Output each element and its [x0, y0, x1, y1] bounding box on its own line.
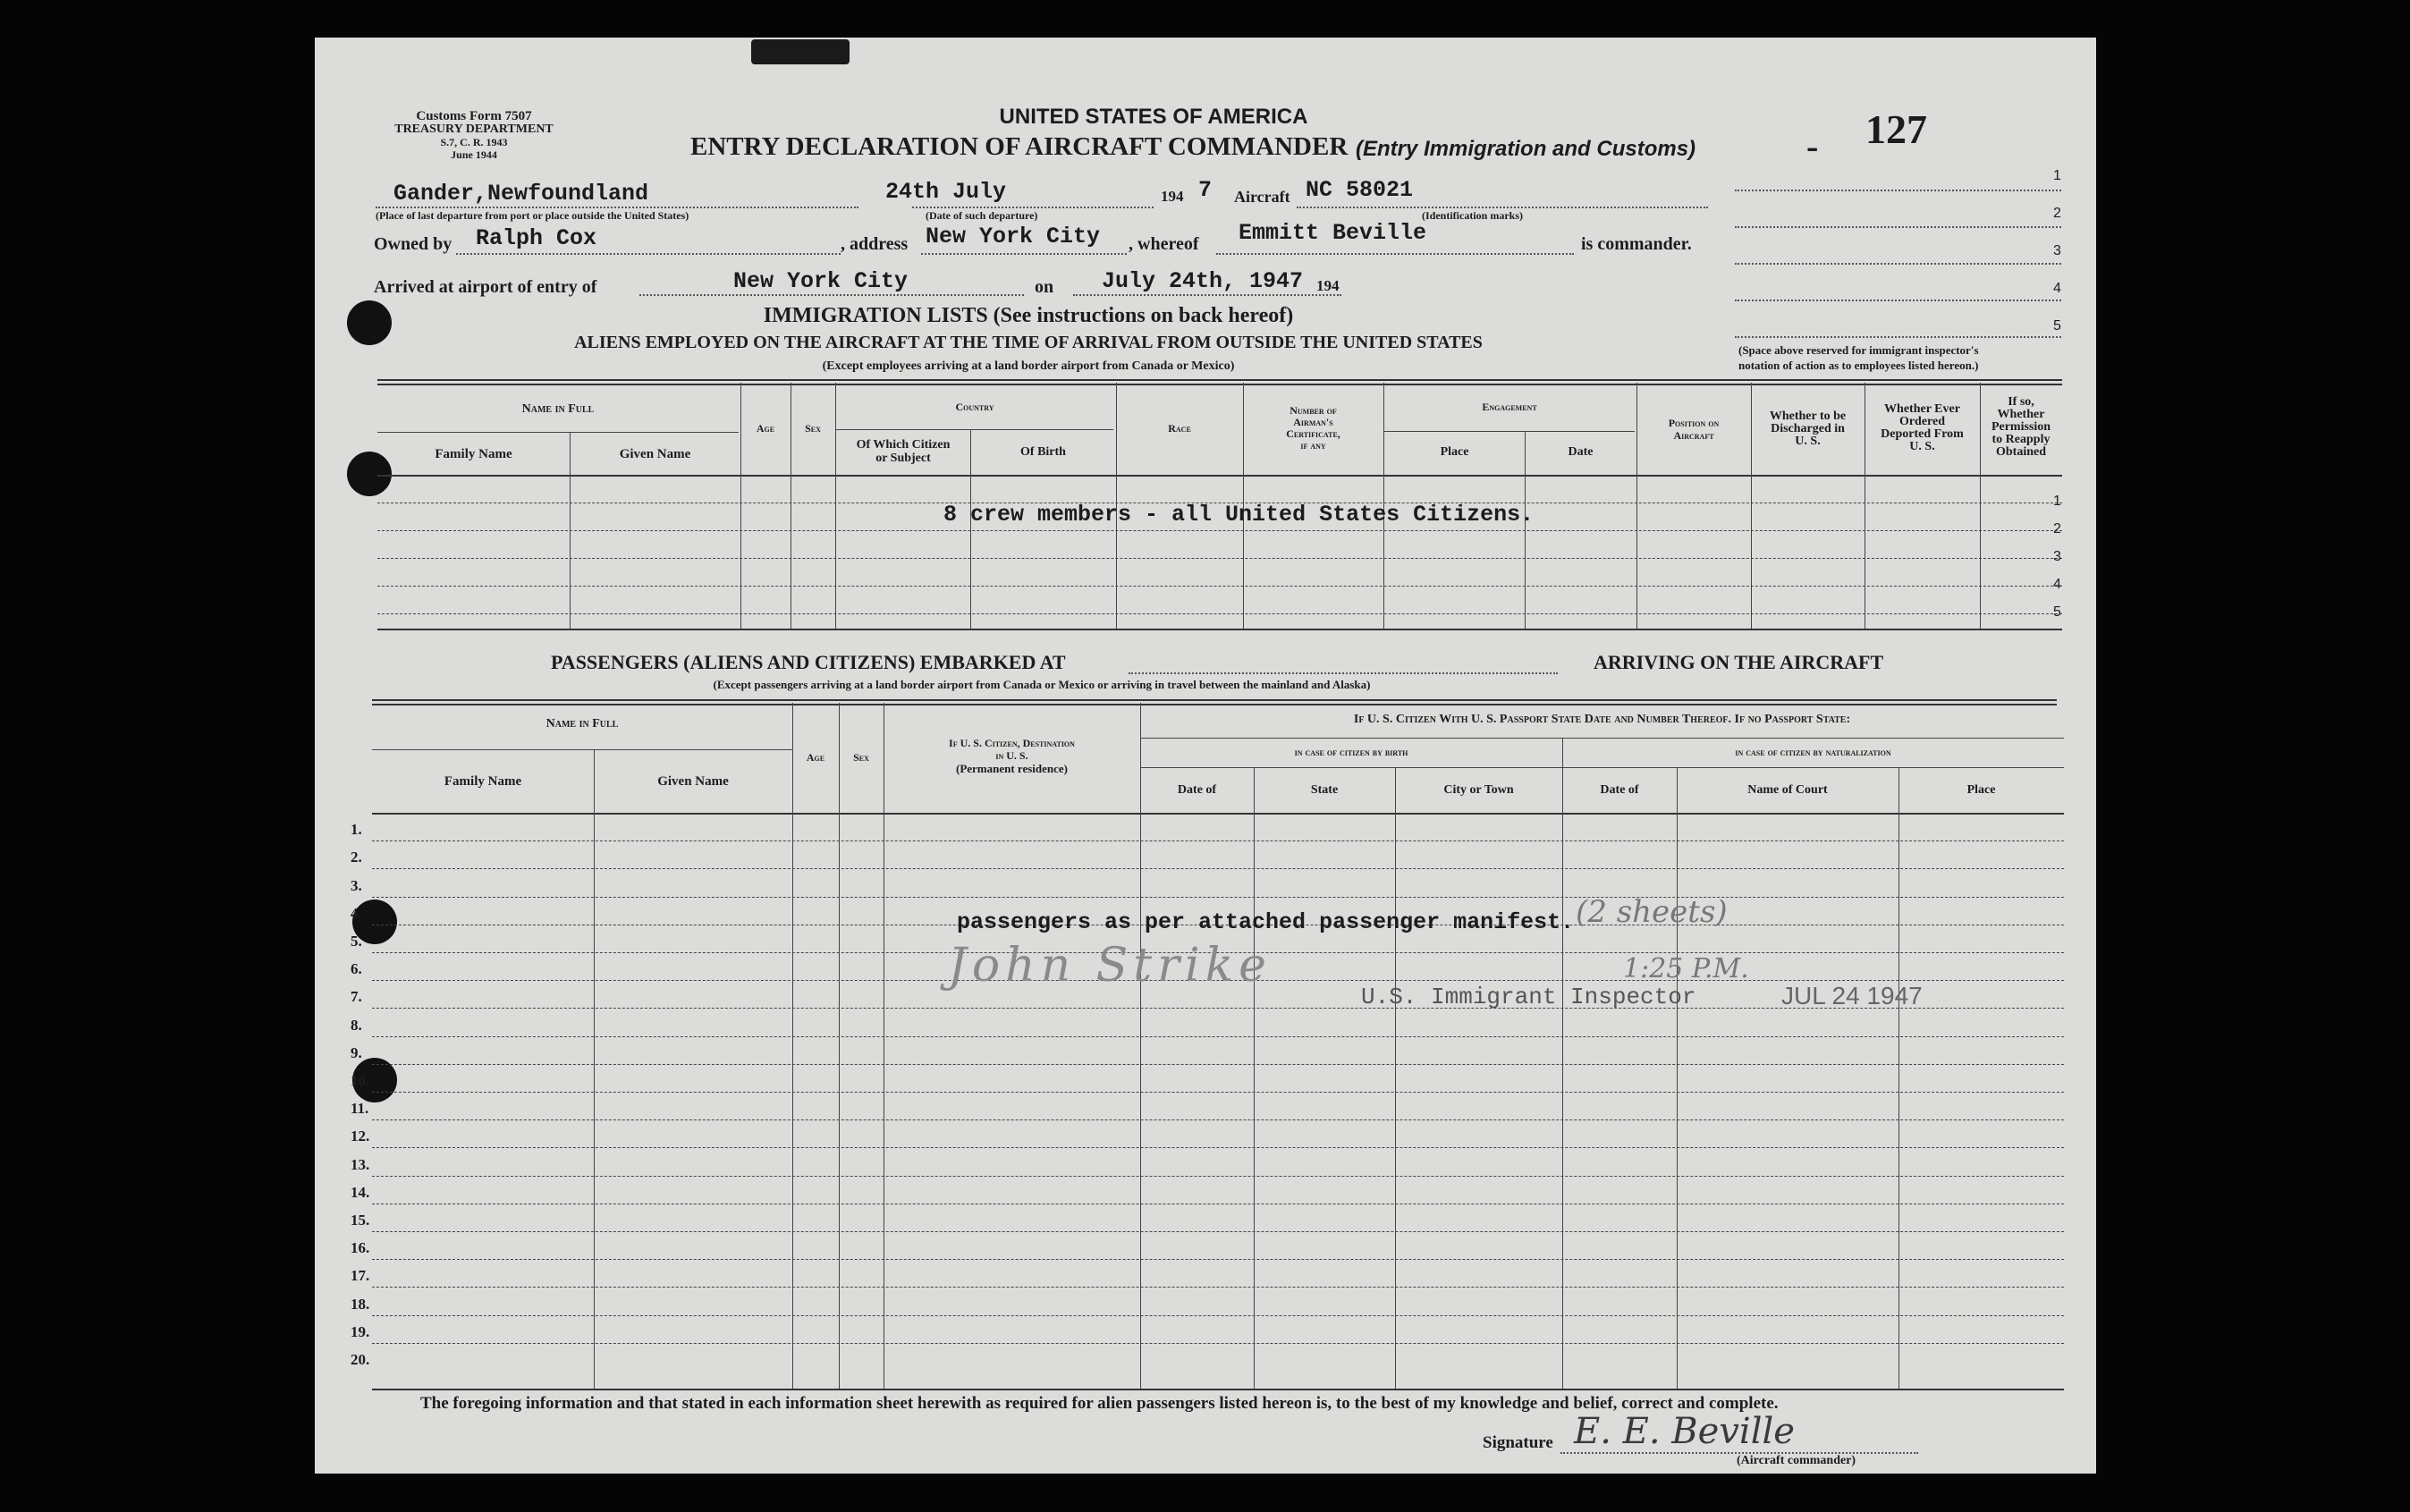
- aircraft-line: [1297, 207, 1708, 208]
- passenger-row-number: 1.: [351, 821, 362, 838]
- passenger-header-rule: [372, 749, 792, 750]
- passenger-header-rule: [1140, 767, 2064, 768]
- passenger-row-line: [372, 1231, 2064, 1232]
- form-date: June 1944: [451, 148, 497, 161]
- notation-number: 3: [2053, 243, 2061, 258]
- passenger-row-line: [372, 897, 2064, 898]
- passenger-row-number: 9.: [351, 1044, 362, 1061]
- passenger-header-destination: in U. S.: [995, 749, 1028, 762]
- crew-header-reapply: Whether: [1997, 408, 2045, 421]
- passenger-header-destination: If U. S. Citizen, Destination: [949, 737, 1075, 749]
- notation-line: [1735, 263, 2061, 265]
- arrival-date: July 24th, 1947: [1102, 268, 1304, 294]
- crew-row-number: 5: [2053, 604, 2061, 620]
- passenger-col-line: [1140, 703, 1141, 1389]
- signature-caption: (Aircraft commander): [1737, 1454, 1856, 1467]
- passenger-col-line: [1254, 767, 1255, 1389]
- notation-line: [1735, 226, 2061, 228]
- passenger-header-given: Given Name: [657, 774, 729, 789]
- owner-name: Ralph Cox: [476, 225, 597, 251]
- passenger-row-line: [372, 1176, 2064, 1177]
- crew-header-age: Age: [756, 422, 775, 435]
- passenger-row-number: 19.: [351, 1323, 370, 1340]
- owner-address: New York City: [926, 224, 1101, 249]
- crew-entry: 8 crew members - all United States Citizens.: [943, 502, 1535, 528]
- country-title: UNITED STATES OF AMERICA: [999, 105, 1308, 129]
- reserved-note-1: (Space above reserved for immigrant inspector's: [1738, 343, 1979, 357]
- passenger-row-line: [372, 1092, 2064, 1093]
- notation-number: 1: [2053, 168, 2061, 183]
- crew-header-airman: Number of: [1290, 404, 1337, 417]
- crew-row-line: [377, 530, 2062, 531]
- passenger-col-line: [1677, 767, 1678, 1389]
- aircraft-id: NC 58021: [1306, 177, 1414, 203]
- crew-row-line: [377, 613, 2062, 614]
- commander-suffix: is commander.: [1581, 234, 1692, 254]
- punch-hole: [347, 300, 392, 345]
- crew-col-line: [835, 383, 836, 629]
- crew-row-number: 2: [2053, 521, 2061, 536]
- crew-header-birth: Of Birth: [1020, 445, 1066, 459]
- crew-row-line: [377, 558, 2062, 559]
- immigration-heading: IMMIGRATION LISTS (See instructions on back hereof): [763, 304, 1294, 327]
- crew-header-airman: Certificate,: [1286, 427, 1340, 440]
- form-number: 127: [1865, 106, 1927, 152]
- passenger-entry: passengers as per attached passenger manifest.: [957, 909, 1575, 935]
- passenger-row-number: 4.: [351, 905, 362, 922]
- passenger-header-bottom: [372, 813, 2064, 815]
- passenger-row-line: [372, 1119, 2064, 1120]
- owner-line: [456, 253, 841, 255]
- commander-signature: E. E. Beville: [1574, 1411, 1795, 1452]
- passenger-row-number: 5.: [351, 933, 362, 950]
- address-line: [921, 253, 1127, 255]
- passenger-col-line: [1562, 738, 1563, 1389]
- passenger-row-number: 14.: [351, 1184, 370, 1201]
- crew-header-discharged: U. S.: [1795, 435, 1821, 448]
- passenger-header-birth: in case of citizen by birth: [1294, 746, 1408, 758]
- passenger-entry-sheets: (2 sheets): [1576, 894, 1728, 930]
- crew-header-name: Name in Full: [521, 402, 595, 416]
- crew-row-number: 3: [2053, 549, 2061, 564]
- crew-table-bottom: [377, 629, 2062, 630]
- passenger-header-passport: If U. S. Citizen With U. S. Passport State Date and Number Thereof. If no Passport State:: [1353, 713, 1851, 726]
- passenger-row-number: 13.: [351, 1156, 370, 1173]
- arrival-year-suffix: 194: [1316, 277, 1340, 294]
- crew-header-citizen: Of Which Citizen: [856, 438, 951, 452]
- crew-row-number: 1: [2053, 494, 2061, 509]
- passengers-heading-right: ARRIVING ON THE AIRCRAFT: [1594, 651, 1884, 673]
- crew-table-header-bottom: [377, 475, 2062, 477]
- arrival-airport-line: [639, 294, 1024, 296]
- crew-header-sex: Sex: [805, 422, 821, 435]
- departure-line: [376, 207, 858, 208]
- passenger-row-line: [372, 1259, 2064, 1260]
- passenger-row-line: [372, 1315, 2064, 1316]
- passenger-header-family: Family Name: [444, 774, 522, 789]
- crew-table-header-rule: [836, 429, 1113, 430]
- passenger-col-line: [1395, 767, 1396, 1389]
- whereof-label: , whereof: [1129, 234, 1199, 254]
- passenger-header-date-of-2: Date of: [1600, 783, 1639, 797]
- form-number-prefix: -: [1806, 126, 1819, 166]
- crew-header-date: Date: [1568, 445, 1594, 459]
- crew-header-reapply: Obtained: [1995, 445, 2046, 459]
- reserved-note-2: notation of action as to employees listed hereon.): [1738, 359, 1979, 372]
- passenger-row-number: 3.: [351, 877, 362, 894]
- passengers-heading-left: PASSENGERS (ALIENS AND CITIZENS) EMBARKED AT: [551, 651, 1066, 673]
- commander-name: Emmitt Beville: [1239, 220, 1427, 246]
- passenger-row-number: 12.: [351, 1128, 370, 1145]
- passenger-row-line: [372, 1287, 2064, 1288]
- inspector-signature: John Strike: [948, 939, 1272, 993]
- crew-row-number: 4: [2053, 577, 2061, 592]
- passenger-table-bottom: [372, 1389, 2064, 1390]
- passenger-row-number: 2.: [351, 849, 362, 866]
- on-label: on: [1035, 277, 1054, 297]
- inspector-time: 1:25 P.M.: [1623, 953, 1749, 984]
- crew-header-deported: Ordered: [1898, 415, 1946, 428]
- department: TREASURY DEPARTMENT: [394, 122, 554, 136]
- address-label: , address: [841, 234, 909, 254]
- departure-caption: (Place of last departure from port or place outside the United States): [376, 209, 689, 222]
- notation-line: [1735, 300, 2061, 301]
- crew-header-family: Family Name: [435, 447, 512, 461]
- tape-strip: [751, 39, 850, 64]
- passenger-header-rule: [1140, 738, 2064, 739]
- crew-header-reapply: Permission: [1991, 420, 2051, 434]
- crew-header-engagement: Engagement: [1482, 401, 1537, 413]
- departure-date: 24th July: [885, 179, 1007, 205]
- crew-header-deported: Whether Ever: [1884, 402, 1960, 416]
- passenger-header-place: Place: [1966, 783, 1996, 797]
- passenger-row-number: 18.: [351, 1296, 370, 1313]
- passenger-row-number: 17.: [351, 1267, 370, 1284]
- passenger-header-name: Name in Full: [545, 717, 619, 731]
- passenger-row-line: [372, 868, 2064, 869]
- immigration-subheading: ALIENS EMPLOYED ON THE AIRCRAFT AT THE TIME OF ARRIVAL FROM OUTSIDE THE UNITED STATES: [574, 333, 1483, 352]
- notation-line: [1735, 336, 2061, 338]
- year-digit: 7: [1198, 177, 1213, 203]
- year-prefix: 194: [1161, 188, 1184, 205]
- crew-table-header-rule: [377, 432, 739, 433]
- crew-header-country: Country: [955, 401, 994, 413]
- passenger-header-court: Name of Court: [1747, 783, 1828, 797]
- passenger-col-line: [1898, 767, 1899, 1389]
- notation-line: [1735, 190, 2061, 191]
- crew-header-position: Position on: [1668, 417, 1720, 429]
- passenger-col-line: [792, 703, 793, 1389]
- date-caption: (Date of such departure): [926, 209, 1038, 222]
- passenger-row-number: 11.: [351, 1100, 369, 1117]
- passenger-row-line: [372, 1147, 2064, 1148]
- passenger-header-state: State: [1310, 783, 1339, 797]
- crew-header-place: Place: [1440, 445, 1469, 459]
- crew-header-race: Race: [1168, 422, 1191, 435]
- arrival-date-line: [1073, 294, 1341, 296]
- form-id: Customs Form 7507: [416, 109, 532, 123]
- passenger-header-city: City or Town: [1443, 783, 1514, 797]
- crew-row-line: [377, 586, 2062, 587]
- crew-header-reapply: to Reapply: [1991, 433, 2051, 446]
- passengers-note: (Except passengers arriving at a land border airport from Canada or Mexico or arriving in travel between the mainland and Alaska): [713, 678, 1371, 691]
- notation-number: 2: [2053, 206, 2061, 221]
- passenger-row-line: [372, 1064, 2064, 1065]
- arrival-airport: New York City: [733, 268, 909, 294]
- passenger-row-number: 7.: [351, 988, 362, 1005]
- crew-header-citizen-2: or Subject: [875, 452, 931, 465]
- passenger-header-date-of: Date of: [1177, 783, 1217, 797]
- passenger-header-age: Age: [806, 751, 825, 764]
- crew-col-line: [740, 383, 741, 629]
- crew-header-deported: Deported From: [1881, 427, 1964, 441]
- crew-header-position: Aircraft: [1673, 429, 1714, 442]
- passenger-col-line: [594, 749, 595, 1389]
- immigration-note: (Except employees arriving at a land border airport from Canada or Mexico): [822, 359, 1235, 373]
- crew-header-deported: U. S.: [1909, 440, 1935, 453]
- inspector-stamp-date: JUL 24 1947: [1781, 982, 1923, 1009]
- crew-header-airman: Airman's: [1293, 416, 1333, 428]
- passenger-header-naturalization: in case of citizen by naturalization: [1735, 746, 1891, 758]
- passenger-row-number: 20.: [351, 1351, 370, 1368]
- departure-place: Gander,Newfoundland: [393, 181, 649, 207]
- arrival-label: Arrived at airport of entry of: [374, 277, 597, 297]
- passenger-header-destination: (Permanent residence): [955, 762, 1069, 775]
- passenger-header-sex: Sex: [853, 751, 869, 764]
- passenger-row-number: 16.: [351, 1239, 370, 1256]
- passenger-row-line: [372, 1036, 2064, 1037]
- passenger-table-top: [372, 699, 2057, 705]
- passenger-row-number: 15.: [351, 1212, 370, 1229]
- commander-line: [1216, 253, 1574, 255]
- crew-table-header-rule: [1384, 431, 1635, 432]
- passenger-col-line: [839, 703, 840, 1389]
- signature-label: Signature: [1483, 1433, 1553, 1452]
- regulation: S.7, C. R. 1943: [440, 136, 508, 148]
- aircraft-label: Aircraft: [1234, 188, 1290, 206]
- passenger-row-number: 10.: [351, 1072, 370, 1089]
- notation-number: 4: [2053, 281, 2061, 296]
- notation-number: 5: [2053, 318, 2061, 334]
- passenger-row-line: [372, 1343, 2064, 1344]
- crew-header-given: Given Name: [619, 447, 691, 461]
- aircraft-caption: (Identification marks): [1422, 209, 1523, 222]
- passenger-row-line: [372, 840, 2064, 841]
- date-line: [912, 207, 1154, 208]
- page-subtitle: (Entry Immigration and Customs): [1356, 137, 1696, 161]
- crew-header-airman: if any: [1300, 439, 1326, 452]
- inspector-title: U.S. Immigrant Inspector: [1361, 984, 1696, 1010]
- declaration-text: The foregoing information and that stated in each information sheet herewith as required for alien passengers listed hereon is, to the best of my knowledge and belief, correct and complete.: [420, 1394, 1779, 1413]
- crew-header-discharged: Discharged in: [1771, 422, 1845, 435]
- crew-table-top: [377, 379, 2062, 385]
- owned-label: Owned by: [374, 234, 452, 254]
- crew-header-discharged: Whether to be: [1769, 410, 1847, 423]
- passenger-row-number: 6.: [351, 960, 362, 977]
- embarked-line: [1129, 672, 1558, 674]
- passenger-row-number: 8.: [351, 1017, 362, 1034]
- page-title: ENTRY DECLARATION OF AIRCRAFT COMMANDER: [690, 132, 1349, 161]
- crew-header-reapply: If so,: [2008, 395, 2034, 409]
